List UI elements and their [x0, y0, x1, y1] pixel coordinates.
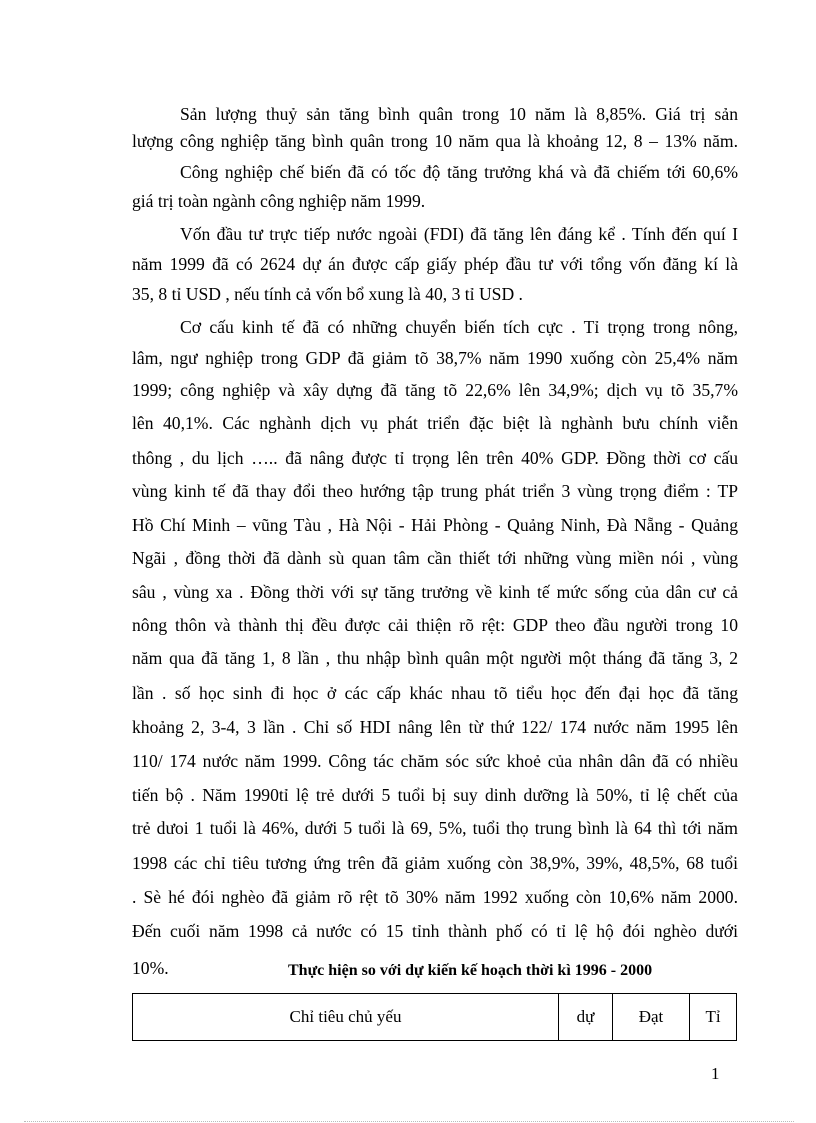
table-header-cell: Chỉ tiêu chủ yếu [133, 994, 559, 1040]
text-line: . Sè hé đói nghèo đã giảm rõ rệt tõ 30% năm 1992 xuống còn 10,6% năm 2000. [132, 887, 738, 907]
text-line: nông thôn và thành thị đều được cải thiện rõ rệt: GDP theo đầu người trong 10 [132, 615, 738, 635]
table-header-cell: Đạt [613, 994, 690, 1040]
text-line: sâu , vùng xa . Đồng thời với sự tăng trưởng về kinh tế mức sống của dân cư cả [132, 582, 738, 602]
text-line: 10%. [132, 958, 169, 978]
text-line: Công nghiệp chế biến đã có tốc độ tăng trưởng khá và đã chiếm tới 60,6% [180, 162, 738, 182]
text-line: 110/ 174 nước năm 1999. Công tác chăm sóc sức khoẻ của nhân dân đã có nhiều [132, 751, 738, 771]
text-line: khoảng 2, 3-4, 3 lần . Chỉ số HDI nâng lên từ thứ 122/ 174 nước năm 1995 lên [132, 717, 738, 737]
text-line: vùng kinh tế đã thay đổi theo hướng tập trung phát triển 3 vùng trọng điểm : TP [132, 481, 738, 501]
text-line: lần . số học sinh đi học ở các cấp khác nhau tõ tiểu học đến đại học đã tăng [132, 683, 738, 703]
text-line: 35, 8 tỉ USD , nếu tính cả vốn bổ xung là 40, 3 tỉ USD . [132, 284, 523, 304]
text-line: Hồ Chí Minh – vũng Tàu , Hà Nội - Hải Phòng - Quảng Ninh, Đà Nẵng - Quảng [132, 515, 738, 535]
text-line: Sản lượng thuỷ sản tăng bình quân trong 10 năm là 8,85%. Giá trị sản [180, 104, 738, 124]
table-header-cell: dự [559, 994, 613, 1040]
page-number: 1 [711, 1064, 720, 1083]
plan-table [132, 993, 737, 1041]
text-line: 1998 các chỉ tiêu tương ứng trên đã giảm xuống còn 38,9%, 39%, 48,5%, 68 tuổi [132, 853, 738, 873]
text-line: giá trị toàn ngành công nghiệp năm 1999. [132, 191, 426, 211]
text-line: thông , du lịch ….. đã nâng được tỉ trọng lên trên 40% GDP. Đồng thời cơ cấu [132, 448, 738, 468]
text-line: năm qua đã tăng 1, 8 lần , thu nhập bình quân một người một tháng đã tăng 3, 2 [132, 648, 738, 668]
text-line: Cơ cấu kinh tế đã có những chuyển biến tích cực . Tỉ trọng trong nông, [180, 317, 738, 337]
text-line: lâm, ngư nghiệp trong GDP đã giảm tõ 38,7% năm 1990 xuống còn 25,4% năm [132, 348, 738, 368]
text-line: lượng công nghiệp tăng bình quân trong 10 năm qua là khoảng 12, 8 – 13% năm. [132, 131, 738, 151]
text-line: Vốn đầu tư trực tiếp nước ngoài (FDI) đã tăng lên đáng kể . Tính đến quí I [180, 224, 738, 244]
page-bottom-border [24, 1121, 794, 1122]
text-line: Đến cuối năm 1998 cả nước có 15 tỉnh thành phố có tỉ lệ hộ đói nghèo dưới [132, 921, 738, 941]
text-line: tiến bộ . Năm 1990tỉ lệ trẻ dưới 5 tuổi bị suy dinh dưỡng là 50%, tỉ lệ chết của [132, 785, 738, 805]
text-line: 1999; công nghiệp và xây dựng đã tăng tõ 22,6% lên 34,9%; dịch vụ tõ 35,7% [132, 380, 738, 400]
text-line: trẻ dưoi 1 tuổi là 46%, dưới 5 tuổi là 69, 5%, tuổi thọ trung bình là 64 thì tới năm [132, 818, 738, 838]
table-header-cell: Tỉ [705, 1007, 721, 1026]
text-line: năm 1999 đã có 2624 dự án được cấp giấy phép đầu tư với tổng vốn đăng kí là [132, 254, 738, 274]
text-line: Ngãi , đồng thời đã dành sù quan tâm cần thiết tới những vùng miền nói , vùng [132, 548, 738, 568]
table-caption: Thực hiện so với dự kiến kế hoạch thời kì 1996 - 2000 [288, 962, 653, 979]
text-line: lên 40,1%. Các nghành dịch vụ phát triển đặc biệt là nghành bưu chính viễn [132, 413, 738, 433]
